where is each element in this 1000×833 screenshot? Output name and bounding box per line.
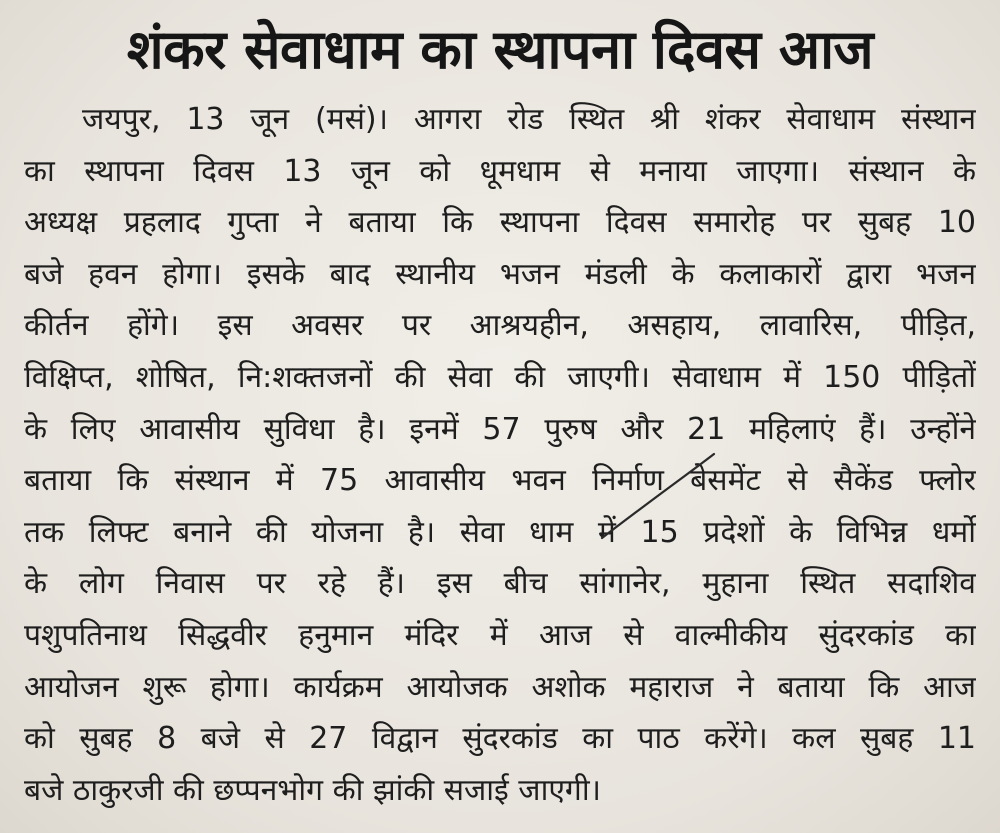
article-line: तक लिफ्ट बनाने की योजना है। सेवा धाम में 15 प्रदेशों के विभिन्न धर्मो [24, 514, 976, 550]
article-line: बताया कि संस्थान में 75 आवासीय भवन निर्माण बेसमेंट से सैकेंड फ्लोर [24, 463, 976, 499]
article-body [24, 94, 976, 816]
article-line: जयपुर, 13 जून (मसं)। आगरा रोड स्थित श्री शंकर सेवाधाम संस्थान [82, 102, 976, 137]
article-line: विक्षिप्त, शोषित, नि:शक्तजनों की सेवा की जाएगी। सेवाधाम में 150 पीड़ितों [24, 359, 976, 395]
article-line: के लिए आवासीय सुविधा है। इनमें 57 पुरुष और 21 महिलाएं हैं। उन्होंने [24, 411, 976, 447]
article-line: के लोग निवास पर रहे हैं। इस बीच सांगानेर, मुहाना स्थित सदाशिव [24, 566, 976, 602]
article-line: पशुपतिनाथ सिद्धवीर हनुमान मंदिर में आज से वाल्मीकीय सुंदरकांड का [24, 617, 976, 653]
article-line: का स्थापना दिवस 13 जून को धूमधाम से मनाया जाएगा। संस्थान के [24, 153, 976, 189]
article-line: अध्यक्ष प्रहलाद गुप्ता ने बताया कि स्थापना दिवस समारोह पर सुबह 10 [24, 205, 976, 241]
article-line: कीर्तन होंगे। इस अवसर पर आश्रयहीन, असहाय, लावारिस, पीड़ित, [24, 308, 976, 344]
article-line: बजे हवन होगा। इसके बाद स्थानीय भजन मंडली के कलाकारों द्वारा भजन [24, 256, 976, 292]
article-headline: शंकर सेवाधाम का स्थापना दिवस आज [126, 18, 874, 81]
article-line: आयोजन शुरू होगा। कार्यक्रम आयोजक अशोक महाराज ने बताया कि आज [24, 669, 976, 705]
article-line: को सुबह 8 बजे से 27 विद्वान सुंदरकांड का पाठ करेंगे। कल सुबह 11 [24, 721, 976, 757]
article-line: बजे ठाकुरजी की छप्पनभोग की झांकी सजाई जाएगी। [24, 772, 601, 808]
